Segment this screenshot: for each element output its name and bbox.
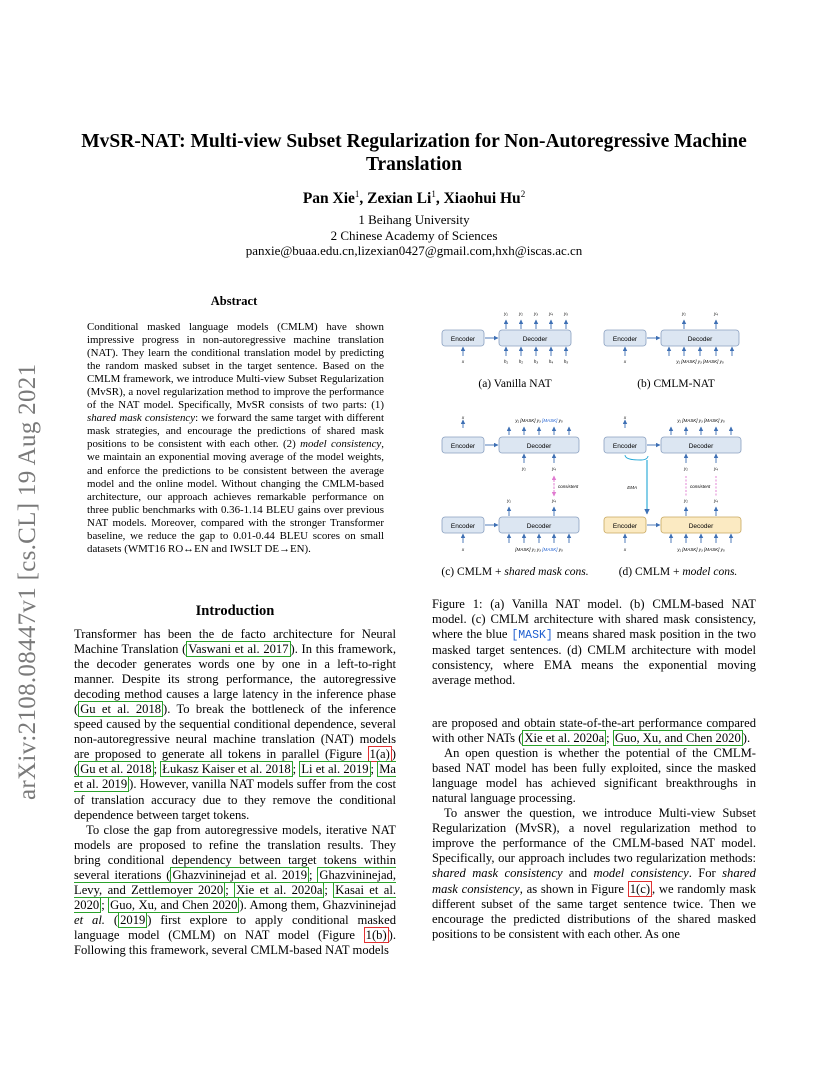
svg-text:Encoder: Encoder bbox=[450, 523, 476, 530]
svg-text:y₂: y₂ bbox=[522, 466, 526, 471]
svg-text:y₁ [MASK] y₃ [MASK] y₅: y₁ [MASK] y₃ [MASK] y₅ bbox=[515, 418, 563, 423]
paper-title: MvSR-NAT: Multi-view Subset Regularization for Non-Autoregressive Machine Translation bbox=[81, 131, 747, 175]
svg-text:y₁: y₁ bbox=[504, 311, 508, 316]
subfigure-a-caption: (a) Vanilla NAT bbox=[478, 378, 552, 390]
citation-link[interactable]: Ghazvininejad, Levy, and Zettlemoyer 2020 bbox=[74, 867, 396, 897]
citation-link[interactable]: Xie et al. 2020a bbox=[236, 882, 323, 897]
citation-link[interactable]: Guo, Xu, and Chen 2020 bbox=[110, 897, 238, 912]
svg-text:y₅: y₅ bbox=[563, 311, 569, 316]
svg-text:y₄: y₄ bbox=[713, 311, 719, 316]
svg-text:x: x bbox=[623, 359, 627, 364]
svg-text:Encoder: Encoder bbox=[612, 523, 638, 530]
citation-link[interactable]: Kasai et al. 2020 bbox=[74, 882, 396, 912]
svg-text:consistent: consistent bbox=[690, 484, 711, 489]
svg-text:EMA: EMA bbox=[627, 485, 637, 490]
svg-text:y₁: y₁ bbox=[507, 498, 511, 503]
subfigure-d-caption: (d) CMLM + model cons. bbox=[618, 566, 738, 578]
svg-text:[MASK] y₂ y₃ [MASK] y₅: [MASK] y₂ y₃ [MASK] y₅ bbox=[515, 547, 563, 552]
right-column-body bbox=[432, 716, 756, 942]
svg-text:h₅: h₅ bbox=[563, 359, 569, 364]
citation-link[interactable]: Ghazvininejad et al. 2019 bbox=[172, 867, 308, 882]
svg-text:y₂: y₂ bbox=[682, 311, 686, 316]
svg-text:Decoder: Decoder bbox=[687, 336, 713, 343]
abstract-heading: Abstract bbox=[210, 294, 258, 308]
citation-link[interactable]: Gu et al. 2018 bbox=[80, 702, 162, 717]
svg-text:y₄: y₄ bbox=[551, 498, 557, 503]
svg-text:h₄: h₄ bbox=[548, 359, 554, 364]
abstract-text: Conditional masked language models (CMLM) have shown impressive progress in non-autoregressive machine translation (NAT). They learn the conditional translation model by predicting the random masked subset in the target sentence. Based on the CMLM framework, we introduce Multi-view Subset Regularization (MvSR), a novel regularization method to improve the performance of the NAT model. Specifically, MvSR consists of two parts: (1) shared mask consistency: we forward the same target with different mask strategies, and encourage the predictions of shared mask positions to be consistent with each other. (2) model consistency, we maintain an exponential moving average of the model weights, and enforce the predictions to be consistent between the average model and the online model. Without changing the CMLM-based architecture, our approach achieves remarkable performance on three public benchmarks with 0.36-1.14 BLEU gains over previous NAT models. Moreover, compared with the stronger Transformer baseline, we reduce the gap to 0.01-0.44 BLEU scores on small datasets (WMT16 RO↔EN and IWSLT DE→EN). bbox=[87, 321, 384, 555]
citation-link[interactable]: Li et al. 2019 bbox=[301, 762, 369, 777]
figure-ref-link[interactable]: 1(c) bbox=[629, 881, 651, 896]
author-list: Pan Xie$^1$, Zexian Li$^1$, Xiaohui Hu$^2$ bbox=[302, 189, 526, 208]
svg-text:h₁: h₁ bbox=[504, 359, 508, 364]
svg-text:Encoder: Encoder bbox=[612, 443, 638, 450]
svg-text:y₃: y₃ bbox=[533, 311, 539, 316]
svg-text:Decoder: Decoder bbox=[526, 523, 552, 530]
svg-text:y₄: y₄ bbox=[713, 466, 719, 471]
subfigure-c-caption: (c) CMLM + shared mask cons. bbox=[441, 566, 589, 578]
svg-text:y₂: y₂ bbox=[684, 498, 688, 503]
svg-text:Decoder: Decoder bbox=[688, 443, 714, 450]
svg-text:y₁ [MASK] y₃ [MASK] y₅: y₁ [MASK] y₃ [MASK] y₅ bbox=[677, 547, 725, 552]
subfigure-d-diagram bbox=[604, 415, 741, 552]
citation-link[interactable]: Xie et al. 2020a bbox=[524, 731, 605, 746]
introduction-heading: Introduction bbox=[195, 603, 275, 619]
svg-text:y₄: y₄ bbox=[548, 311, 554, 316]
affiliation-2: 2 Chinese Academy of Sciences bbox=[330, 227, 498, 243]
citation-link[interactable]: Gu et al. 2018 bbox=[80, 762, 152, 777]
svg-text:h₃: h₃ bbox=[533, 359, 539, 364]
citation-link[interactable]: Łukasz Kaiser et al. 2018 bbox=[162, 762, 291, 777]
svg-text:y₁ [MASK] y₃ [MASK] y₅: y₁ [MASK] y₃ [MASK] y₅ bbox=[677, 418, 725, 423]
svg-text:Decoder: Decoder bbox=[526, 443, 552, 450]
introduction-body bbox=[74, 627, 396, 958]
figure-1-diagrams bbox=[436, 300, 756, 590]
svg-text:y₄: y₄ bbox=[713, 498, 719, 503]
svg-text:x: x bbox=[461, 547, 465, 552]
subfigure-a-diagram bbox=[442, 311, 571, 364]
svg-text:y₂: y₂ bbox=[519, 311, 523, 316]
svg-text:x: x bbox=[461, 359, 465, 364]
affiliations bbox=[60, 212, 768, 259]
svg-text:y₄: y₄ bbox=[551, 466, 557, 471]
svg-text:x: x bbox=[623, 415, 627, 420]
svg-text:y₁ [MASK] y₃ [MASK] y₅: y₁ [MASK] y₃ [MASK] y₅ bbox=[676, 359, 724, 364]
citation-link[interactable]: Guo, Xu, and Chen 2020 bbox=[614, 731, 741, 746]
svg-text:Encoder: Encoder bbox=[612, 336, 638, 343]
right-paragraph-2: An open question is whether the potential of the CMLM-based NAT model has been fully exploited, since the masked language model has achieved significant breakthroughs in natural language processing. bbox=[432, 746, 756, 806]
svg-text:Decoder: Decoder bbox=[688, 523, 714, 530]
intro-paragraph-2: To close the gap from autoregressive models, iterative NAT models are proposed to refine the translation results. They bring conditional dependency between target tokens within several iterations ( Ghazvininejad et al. 2019 ; Ghazvininejad, Levy, and Zettlemoyer 2020 ; Xie et al. 2020a ; Kasai et al. 2020 ; Guo, Xu, and Chen 2020 ). Among them, Ghazvininejad et al. ( 2019 ) first explore to apply conditional masked language model (CMLM) on NAT model (Figure 1(b) ). Following this framework, several CMLM-based NAT models bbox=[74, 822, 396, 957]
svg-text:x: x bbox=[461, 415, 465, 420]
author-emails: panxie@buaa.edu.cn,lizexian0427@gmail.com,hxh@iscas.ac.cn bbox=[245, 243, 583, 258]
svg-text:y₂: y₂ bbox=[684, 466, 688, 471]
figure-ref-link[interactable]: 1(a) bbox=[369, 747, 390, 762]
right-paragraph-1: are proposed and obtain state-of-the-art performance compared with other NATs ( Xie et al. 2020a ; Guo, Xu, and Chen 2020 ). bbox=[432, 716, 756, 746]
svg-text:Encoder: Encoder bbox=[450, 443, 476, 450]
affiliation-1: 1 Beihang University bbox=[358, 212, 470, 227]
subfigure-b-diagram bbox=[604, 311, 739, 364]
svg-text:h₂: h₂ bbox=[518, 359, 524, 364]
subfigure-c-diagram bbox=[442, 415, 579, 552]
figure-caption: Figure 1: (a) Vanilla NAT model. (b) CMLM-based NAT model. (c) CMLM architecture with shared mask consistency, where the blue [MASK] means shared mask position in the two masked target sentences. (d) CMLM architecture with model consistency, where EMA means the exponential moving average method. bbox=[432, 597, 756, 688]
arxiv-identifier: arXiv:2108.08447v1 [cs.CL] 19 Aug 2021 bbox=[14, 363, 41, 800]
subfigure-b-caption: (b) CMLM-NAT bbox=[637, 378, 715, 390]
svg-text:Decoder: Decoder bbox=[522, 336, 548, 343]
citation-link[interactable]: Ma et al. 2019 bbox=[74, 762, 397, 792]
figure-ref-link[interactable]: 1(b) bbox=[365, 927, 387, 942]
right-paragraph-3: To answer the question, we introduce Multi-view Subset Regularization (MvSR), a novel regularization method to improve the performance of the CMLM-based NAT model. Specifically, our approach includes two regularization methods: shared mask consistency and model consistency. For shared mask consistency, as shown in Figure 1(c) , we randomly mask different subset of the same target sentence twice. Then we encourage the predicted distributions of the shared masked positions to be consistent with each other. As one bbox=[432, 806, 756, 941]
svg-text:consistent: consistent bbox=[558, 484, 579, 489]
svg-text:Encoder: Encoder bbox=[450, 336, 476, 343]
citation-link[interactable]: 2019 bbox=[120, 912, 146, 927]
svg-text:x: x bbox=[623, 547, 627, 552]
citation-link[interactable]: Vaswani et al. 2017 bbox=[188, 642, 289, 657]
intro-paragraph-1: Transformer has been the de facto architecture for Neural Machine Translation ( Vaswani et al. 2017 ). In this framework, the decoder generates words one by one in a left-to-right manner. Despite its strong performance, the autoregressive decoding method causes a large latency in the inference phase ( Gu et al. 2018 ). To break the bottleneck of the inference speed caused by the sequential conditional dependence, several non-autoregressive neural machine translation (NAT) models are proposed to generate all tokens in parallel (Figure 1(a) ) ( Gu et al. 2018 ; Łukasz Kaiser et al. 2018 ; Li et al. 2019 ; Ma et al. 2019 ). However, vanilla NAT models suffer from the cost of translation accuracy due to they remove the conditional dependence between target tokens. bbox=[74, 627, 397, 822]
